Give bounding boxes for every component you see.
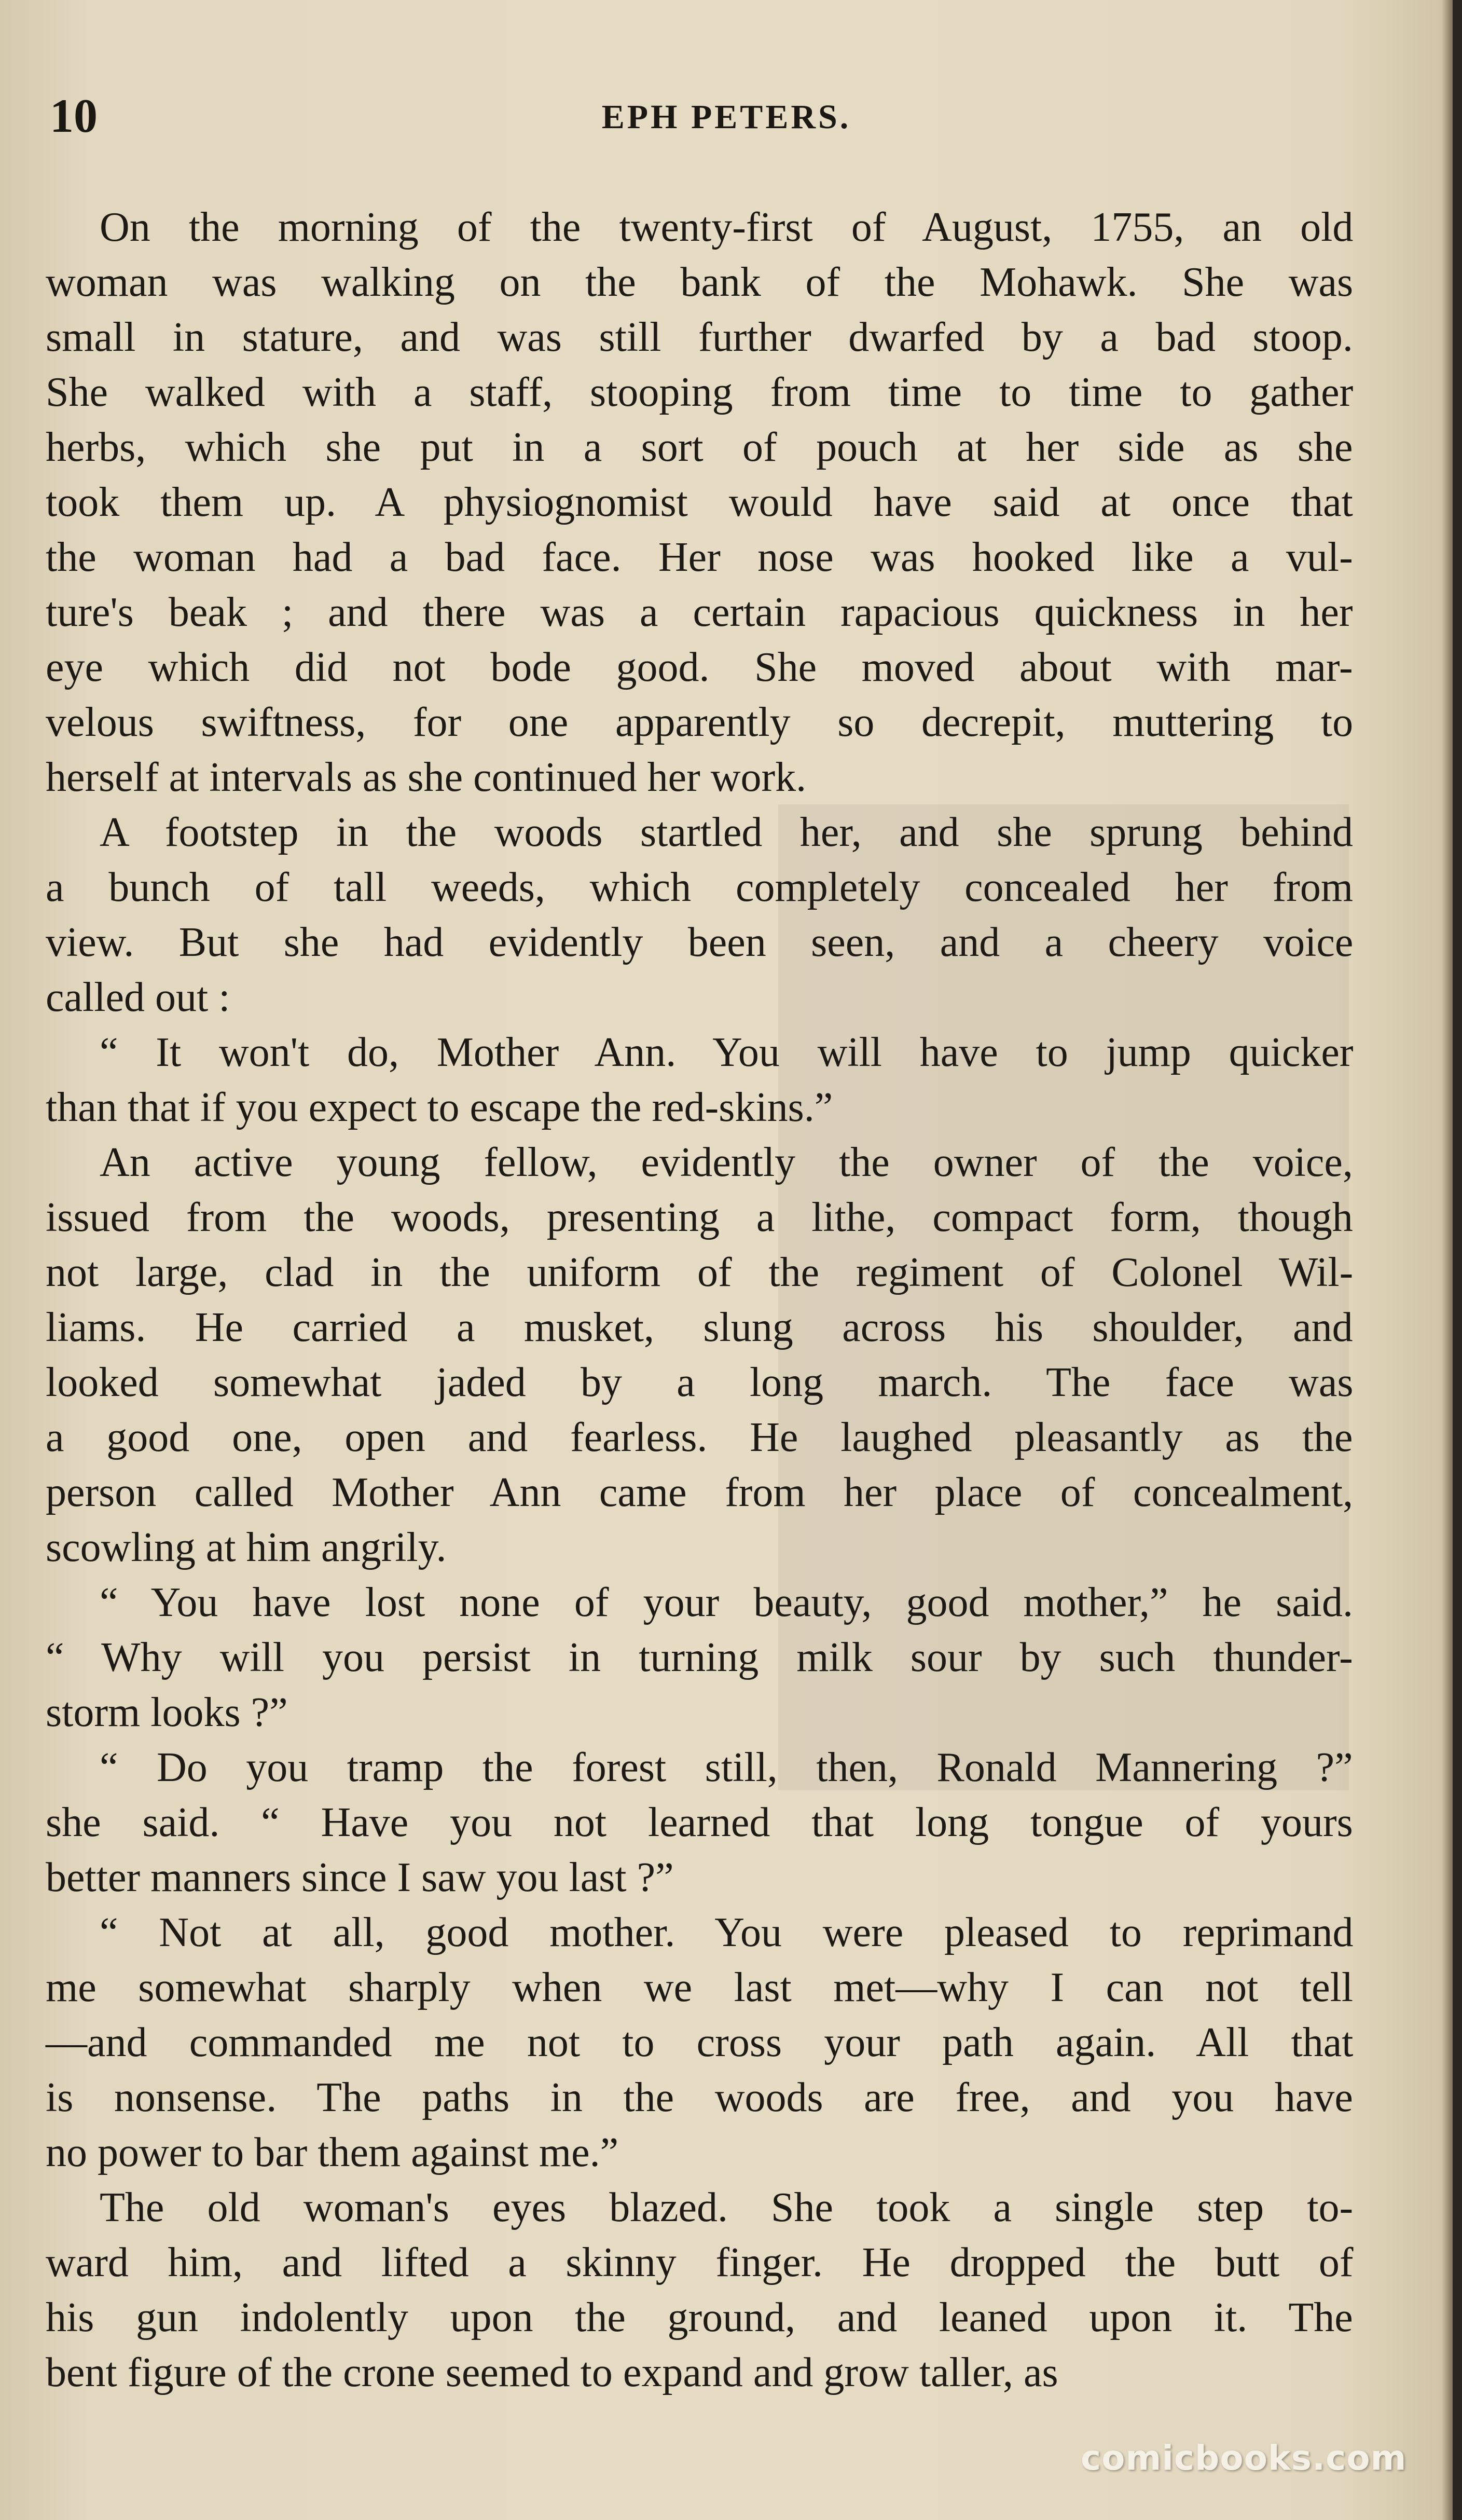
paragraph [46,1905,1353,2180]
text-line: —and commanded me not to cross your path again. All that [46,2020,1354,2065]
text-line: no power to bar them against me.” [46,2130,619,2175]
text-line: a good one, open and fearless. He laughed pleasantly as the [46,1415,1353,1460]
paragraph [46,2180,1353,2400]
text-line: not large, clad in the uniform of the regiment of Colonel Wil- [46,1250,1354,1295]
text-line: looked somewhat jaded by a long march. The face was [46,1360,1354,1405]
page-number: 10 [50,89,98,142]
text-line: a bunch of tall weeds, which completely concealed her from [46,865,1354,910]
running-head: EPH PETERS. [601,98,851,136]
text-line: eye which did not bode good. She moved about with mar- [46,645,1353,690]
text-line: ward him, and lifted a skinny finger. He dropped the butt of [46,2240,1354,2285]
text-line: than that if you expect to escape the red-skins.” [46,1085,833,1130]
text-line: “ You have lost none of your beauty, good mother,” he said. [100,1580,1354,1625]
body-text [46,200,1353,2400]
text-line: she said. “ Have you not learned that long tongue of yours [46,1800,1353,1845]
text-line: is nonsense. The paths in the woods are free, and you have [46,2075,1353,2120]
text-line: better manners since I saw you last ?” [46,1855,674,1900]
text-line: liams. He carried a musket, slung across his shoulder, and [46,1305,1353,1350]
paragraph [46,1575,1353,1740]
text-line: person called Mother Ann came from her place of concealment, [46,1470,1354,1515]
text-line: velous swiftness, for one apparently so decrepit, muttering to [46,700,1354,745]
text-line: herbs, which she put in a sort of pouch at her side as she [46,424,1353,470]
text-line: small in stature, and was still further dwarfed by a bad stoop. [46,314,1353,360]
text-line: On the morning of the twenty-first of August, 1755, an old [100,204,1354,250]
page-header [0,88,1453,145]
text-line: view. But she had evidently been seen, and a cheery voice [46,920,1354,965]
text-line: She walked with a staff, stooping from time to time to gather [46,369,1354,415]
text-line: “ Why will you persist in turning milk sour by such thunder- [46,1635,1353,1680]
paragraph [46,805,1353,1025]
text-line: took them up. A physiognomist would have said at once that [46,480,1353,525]
text-line: woman was walking on the bank of the Mohawk. She was [46,259,1354,305]
paragraph [46,1025,1353,1135]
text-line: “ It won't do, Mother Ann. You will have to jump quicker [100,1030,1354,1075]
text-line: An active young fellow, evidently the owner of the voice, [100,1140,1353,1185]
text-line: the woman had a bad face. Her nose was hooked like a vul- [46,535,1353,580]
text-line: his gun indolently upon the ground, and leaned upon it. The [46,2295,1353,2340]
text-line: scowling at him angrily. [46,1525,447,1570]
text-line: bent figure of the crone seemed to expand and grow taller, as [46,2350,1058,2395]
text-line: me somewhat sharply when we last met—why I can not tell [46,1965,1354,2010]
watermark: comicbooks.com [1081,2438,1407,2478]
text-line: “ Do you tramp the forest still, then, Ronald Mannering ?” [100,1745,1353,1790]
text-line: storm looks ?” [46,1690,288,1735]
text-line: ture's beak ; and there was a certain rapacious quickness in her [46,590,1353,635]
text-line: “ Not at all, good mother. You were pleased to reprimand [100,1910,1354,1955]
paragraph [46,1740,1353,1905]
text-line: herself at intervals as she continued her work. [46,755,807,800]
paragraph [46,200,1353,805]
text-line: A footstep in the woods startled her, and she sprung behind [100,810,1354,855]
spine-shadow [1441,0,1453,2520]
text-line: The old woman's eyes blazed. She took a single step to- [100,2185,1354,2230]
paragraph [46,1135,1353,1575]
text-line: issued from the woods, presenting a lithe, compact form, though [46,1195,1353,1240]
text-line: called out : [46,975,230,1020]
